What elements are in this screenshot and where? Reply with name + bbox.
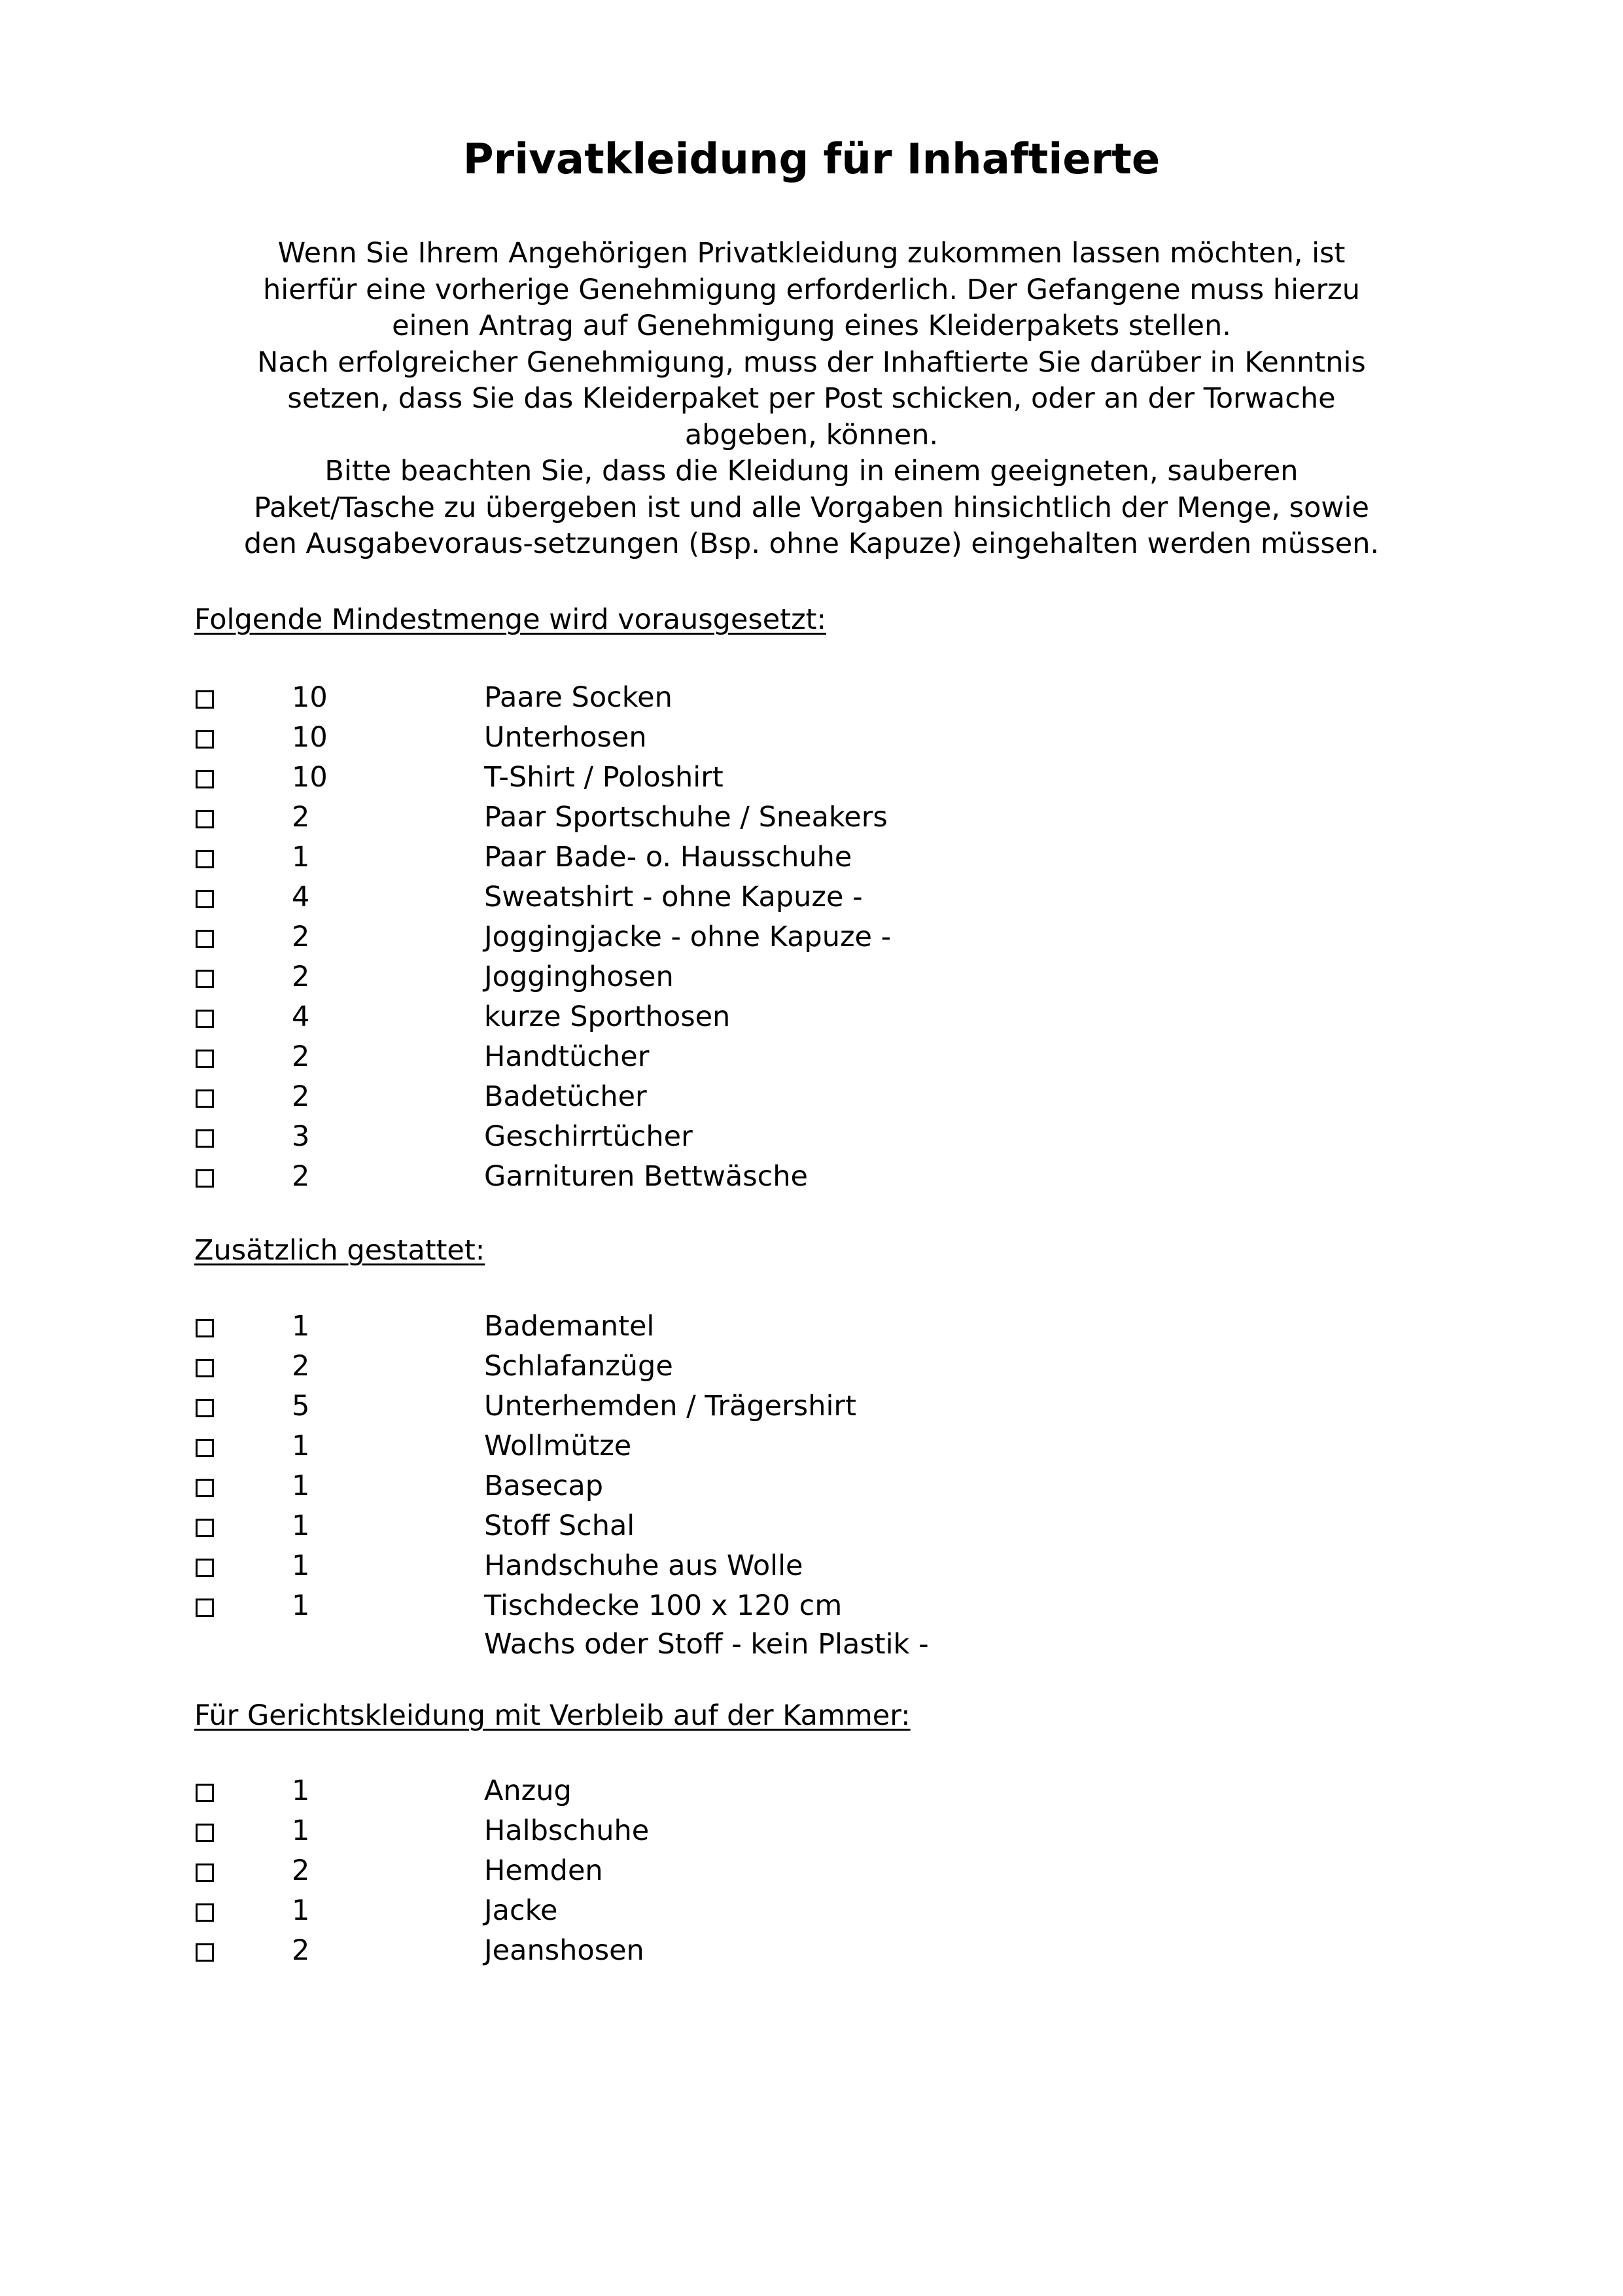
item-quantity: 2 [292,801,310,834]
item-quantity: 10 [292,761,328,794]
item-label: Bademantel [484,1310,655,1343]
intro-line: Nach erfolgreicher Genehmigung, muss der Inhaftierte Sie darüber in Kenntnis [257,345,1366,379]
checkbox-icon[interactable] [196,1050,214,1068]
item-label: Sweatshirt - ohne Kapuze - [484,881,863,913]
item-quantity: 4 [292,1000,310,1033]
item-label: Handschuhe aus Wolle [484,1549,803,1582]
item-quantity: 2 [292,1854,310,1887]
item-label: kurze Sporthosen [484,1000,731,1033]
item-label: Paar Sportschuhe / Sneakers [484,801,888,834]
item-label: Basecap [484,1470,603,1502]
checkbox-icon[interactable] [196,1169,214,1188]
checkbox-icon[interactable] [196,1399,214,1417]
intro-line: Wenn Sie Ihrem Angehörigen Privatkleidung zukommen lassen möchten, ist [277,237,1346,270]
intro-line: Bitte beachten Sie, dass die Kleidung in einem geeigneten, sauberen [324,455,1299,487]
checkbox-icon[interactable] [196,1439,214,1457]
checkbox-icon[interactable] [196,1559,214,1577]
intro-line: einen Antrag auf Genehmigung eines Kleiderpakets stellen. [392,309,1231,342]
item-quantity: 1 [292,1589,310,1622]
document-title: Privatkleidung für Inhaftierte [462,135,1161,184]
item-label: Wollmütze [484,1430,632,1462]
section-heading-additional: Zusätzlich gestattet: [194,1234,485,1267]
item-label: Handtücher [484,1040,650,1073]
intro-line: den Ausgabevoraus-setzungen (Bsp. ohne Kapuze) eingehalten werden müssen. [243,527,1380,560]
item-quantity: 2 [292,1350,310,1383]
item-note: Wachs oder Stoff - kein Plastik - [484,1628,929,1661]
item-label: Paar Bade- o. Hausschuhe [484,841,852,874]
intro-line: Paket/Tasche zu übergeben ist und alle Vorgaben hinsichtlich der Menge, sowie [254,491,1369,524]
intro-line: abgeben, können. [684,418,939,451]
checkbox-icon[interactable] [196,1089,214,1108]
checkbox-icon[interactable] [196,850,214,868]
item-label: Jogginghosen [484,961,674,993]
item-quantity: 1 [292,1310,310,1343]
item-quantity: 1 [292,1470,310,1502]
item-quantity: 5 [292,1390,310,1422]
item-quantity: 2 [292,1934,310,1967]
checkbox-icon[interactable] [196,1319,214,1337]
item-label: T-Shirt / Poloshirt [484,761,724,794]
checkbox-icon[interactable] [196,1479,214,1497]
checkbox-icon[interactable] [196,930,214,948]
item-quantity: 2 [292,921,310,953]
item-label: Unterhosen [484,721,647,754]
item-quantity: 1 [292,841,310,874]
item-quantity: 1 [292,1814,310,1847]
item-label: Jeanshosen [484,1934,644,1967]
intro-line: hierfür eine vorherige Genehmigung erforderlich. Der Gefangene muss hierzu [263,273,1360,306]
item-quantity: 1 [292,1549,310,1582]
item-quantity: 1 [292,1430,310,1462]
item-quantity: 2 [292,1040,310,1073]
section-heading-court-clothing: Für Gerichtskleidung mit Verbleib auf der Kammer: [194,1699,911,1732]
item-label: Joggingjacke - ohne Kapuze - [484,921,892,953]
item-label: Stoff Schal [484,1510,635,1542]
item-label: Garnituren Bettwäsche [484,1160,808,1193]
item-quantity: 10 [292,721,328,754]
item-label: Badetücher [484,1080,647,1113]
item-label: Jacke [484,1894,558,1927]
checkbox-icon[interactable] [196,1863,214,1882]
checkbox-icon[interactable] [196,1784,214,1802]
item-quantity: 3 [292,1120,310,1153]
checkbox-icon[interactable] [196,1943,214,1962]
item-label: Tischdecke 100 x 120 cm [484,1589,843,1622]
item-label: Schlafanzüge [484,1350,673,1383]
checkbox-icon[interactable] [196,1824,214,1842]
item-quantity: 2 [292,961,310,993]
item-quantity: 2 [292,1160,310,1193]
item-label: Unterhemden / Trägershirt [484,1390,856,1422]
checkbox-icon[interactable] [196,770,214,788]
item-label: Geschirrtücher [484,1120,693,1153]
intro-line: setzen, dass Sie das Kleiderpaket per Post schicken, oder an der Torwache [287,382,1336,415]
checkbox-icon[interactable] [196,1519,214,1537]
item-quantity: 1 [292,1775,310,1807]
item-quantity: 2 [292,1080,310,1113]
item-quantity: 1 [292,1510,310,1542]
item-label: Hemden [484,1854,603,1887]
item-quantity: 10 [292,681,328,714]
intro-paragraph [0,236,1623,563]
checkbox-icon[interactable] [196,1129,214,1148]
checkbox-icon[interactable] [196,810,214,828]
item-label: Paare Socken [484,681,672,714]
item-quantity: 4 [292,881,310,913]
item-quantity: 1 [292,1894,310,1927]
checkbox-icon[interactable] [196,730,214,749]
checkbox-icon[interactable] [196,690,214,709]
checkbox-icon[interactable] [196,1598,214,1617]
checkbox-icon[interactable] [196,890,214,908]
item-label: Anzug [484,1775,572,1807]
checkbox-icon[interactable] [196,970,214,988]
checkbox-icon[interactable] [196,1903,214,1922]
section-heading-minimum: Folgende Mindestmenge wird vorausgesetzt: [194,603,827,636]
checkbox-icon[interactable] [196,1010,214,1028]
checkbox-icon[interactable] [196,1359,214,1377]
item-label: Halbschuhe [484,1814,650,1847]
